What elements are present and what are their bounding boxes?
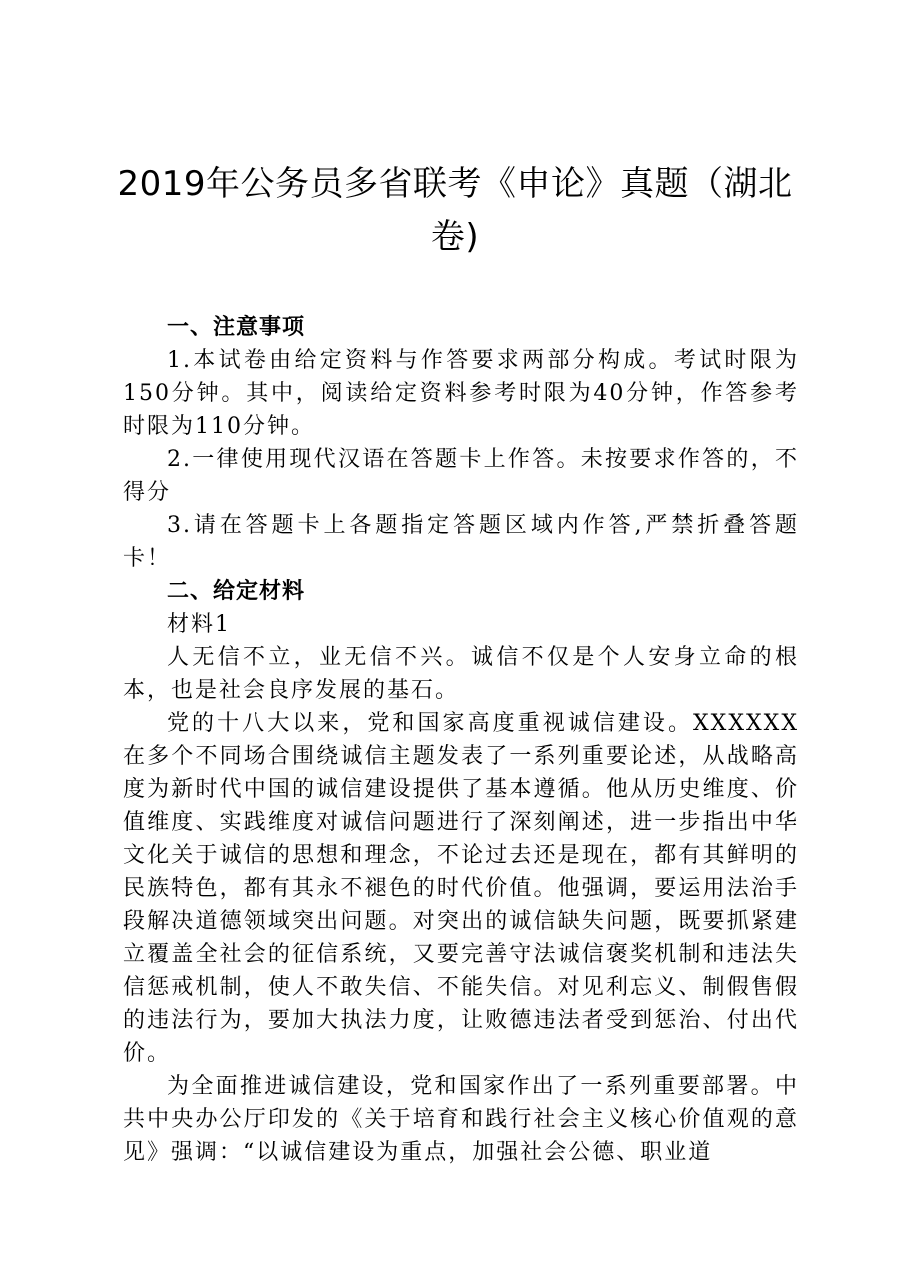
material-paragraph-2: 党的十八大以来，党和国家高度重视诚信建设。XXXXXX在多个不同场合围绕诚信主题发表了一系列重要论述，从战略高度为新时代中国的诚信建设提供了基本遵循。他从历史维度、价值维度、实践维度对诚信问题进行了深刻阐述，进一步指出中华文化关于诚信的思想和理念，不论过去还是现在，都有其鲜明的民族特色，都有其永不褪色的时代价值。他强调，要运用法治手段解决道德领域突出问题。对突出的诚信缺失问题，既要抓紧建立覆盖全社会的征信系统，又要完善守法诚信褒奖机制和违法失信惩戒机制，使人不敢失信、不能失信。对见利忘义、制假售假的违法行为，要加大执法力度，让败德违法者受到惩治、付出代价。 xyxy=(123,711,799,1066)
section-heading-materials: 二、给定材料 xyxy=(167,579,306,604)
document-title: 2019年公务员多省联考《申论》真题（湖北卷) xyxy=(117,164,793,257)
section-heading-notice: 一、注意事项 xyxy=(167,315,306,340)
material-paragraph-1: 人无信不立，业无信不兴。诚信不仅是个人安身立命的根本，也是社会良序发展的基石。 xyxy=(123,645,799,703)
material-label: 材料1 xyxy=(167,612,231,637)
notice-item-3: 3.请在答题卡上各题指定答题区域内作答,严禁折叠答题卡！ xyxy=(123,513,799,571)
material-paragraph-3: 为全面推进诚信建设，党和国家作出了一系列重要部署。中共中央办公厅印发的《关于培育和践行社会主义核心价值观的意见》强调：“以诚信建设为重点，加强社会公德、职业道 xyxy=(123,1074,799,1165)
document-body xyxy=(123,311,799,1169)
notice-item-1: 1.本试卷由给定资料与作答要求两部分构成。考试时限为150分钟。其中，阅读给定资料参考时限为40分钟，作答参考时限为110分钟。 xyxy=(123,348,799,439)
notice-item-2: 2.一律使用现代汉语在答题卡上作答。未按要求作答的，不得分 xyxy=(123,447,799,505)
